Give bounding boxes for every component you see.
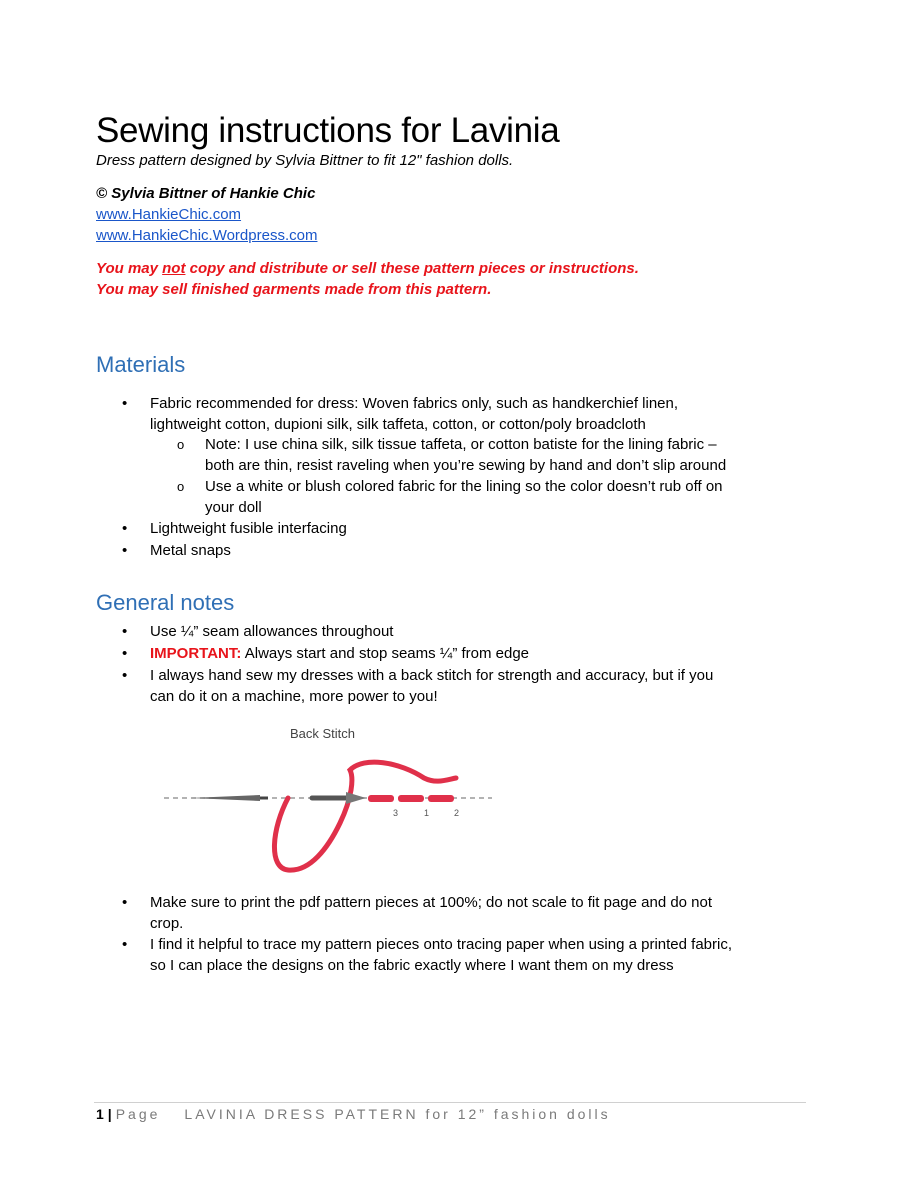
list-item-text: Use ¼” seam allowances throughout (150, 623, 394, 640)
list-item-text: I always hand sew my dresses with a back stitch for strength and accuracy, but if you can do it on a machine, more power to you! (150, 667, 714, 705)
list-item-text: Fabric recommended for dress: Woven fabrics only, such as handkerchief linen, lightweight cotton, dupioni silk, silk taffeta, cotton, or cotton/poly broadcloth (150, 395, 679, 433)
list-item-text: IMPORTANT: Always start and stop seams ¼” from edge (150, 645, 530, 662)
needle-tip (346, 792, 366, 804)
stitch-label: 2 (454, 808, 460, 818)
bullet-icon: • (122, 894, 128, 911)
page-word: Page (115, 1106, 161, 1122)
list-item-text: Lightweight fusible interfacing (150, 520, 347, 537)
back-stitch-diagram (160, 718, 500, 878)
stitch-segment (368, 795, 394, 802)
page-footer (96, 1106, 611, 1122)
list-item-text: Metal snaps (150, 542, 231, 559)
list-item-text: I find it helpful to trace my pattern pieces onto tracing paper when using a printed fabric, so I can place the designs on the fabric exactly where I want them on my dress (150, 936, 732, 974)
bullet-icon: • (122, 936, 128, 953)
blog-link[interactable]: www.HankieChic.Wordpress.com (96, 227, 318, 244)
warning-text-a: You may (96, 260, 163, 277)
subtitle: Dress pattern designed by Sylvia Bittner to fit 12" fashion dolls. (96, 152, 514, 169)
footer-divider (94, 1102, 806, 1103)
footer-text: LAVINIA DRESS PATTERN for 12” fashion dolls (184, 1106, 611, 1122)
list-item-text: Make sure to print the pdf pattern pieces at 100%; do not scale to fit page and do not crop. (150, 894, 713, 932)
general-notes-heading: General notes (96, 590, 235, 615)
bullet-icon: • (122, 667, 128, 684)
materials-heading: Materials (96, 352, 186, 377)
sub-list-item-text: Use a white or blush colored fabric for the lining so the color doesn’t rub off on your doll (205, 478, 723, 516)
bullet-icon: • (122, 520, 128, 537)
page-number: 1 (96, 1106, 104, 1122)
stitch-segment (428, 795, 454, 802)
bullet-icon: • (122, 395, 128, 412)
stitch-label: 1 (424, 808, 430, 818)
warning-text-c: copy and distribute or sell these pattern pieces or instructions. (185, 260, 639, 277)
important-label: IMPORTANT: (150, 645, 242, 662)
diagram-title: Back Stitch (290, 726, 356, 741)
bullet-icon: • (122, 645, 128, 662)
circle-bullet-icon: o (177, 437, 185, 452)
footer-separator: | (107, 1106, 112, 1122)
copyright-notice: © Sylvia Bittner of Hankie Chic (96, 185, 316, 202)
stitch-segment (398, 795, 424, 802)
bullet-icon: • (122, 623, 128, 640)
sub-list-item-text: Note: I use china silk, silk tissue taffeta, or cotton batiste for the lining fabric – both are thin, resist raveling when you’re sewing by hand and don’t slip around (205, 436, 727, 474)
page-title: Sewing instructions for Lavinia (96, 111, 560, 150)
needle-icon (190, 795, 260, 801)
bullet-icon: • (122, 542, 128, 559)
circle-bullet-icon: o (177, 479, 185, 494)
warning-line-1 (96, 260, 639, 277)
website-link[interactable]: www.HankieChic.com (96, 206, 242, 223)
warning-emphasis: not (162, 260, 186, 277)
stitch-label: 3 (393, 808, 399, 818)
warning-line-2: You may sell finished garments made from this pattern. (96, 281, 492, 298)
